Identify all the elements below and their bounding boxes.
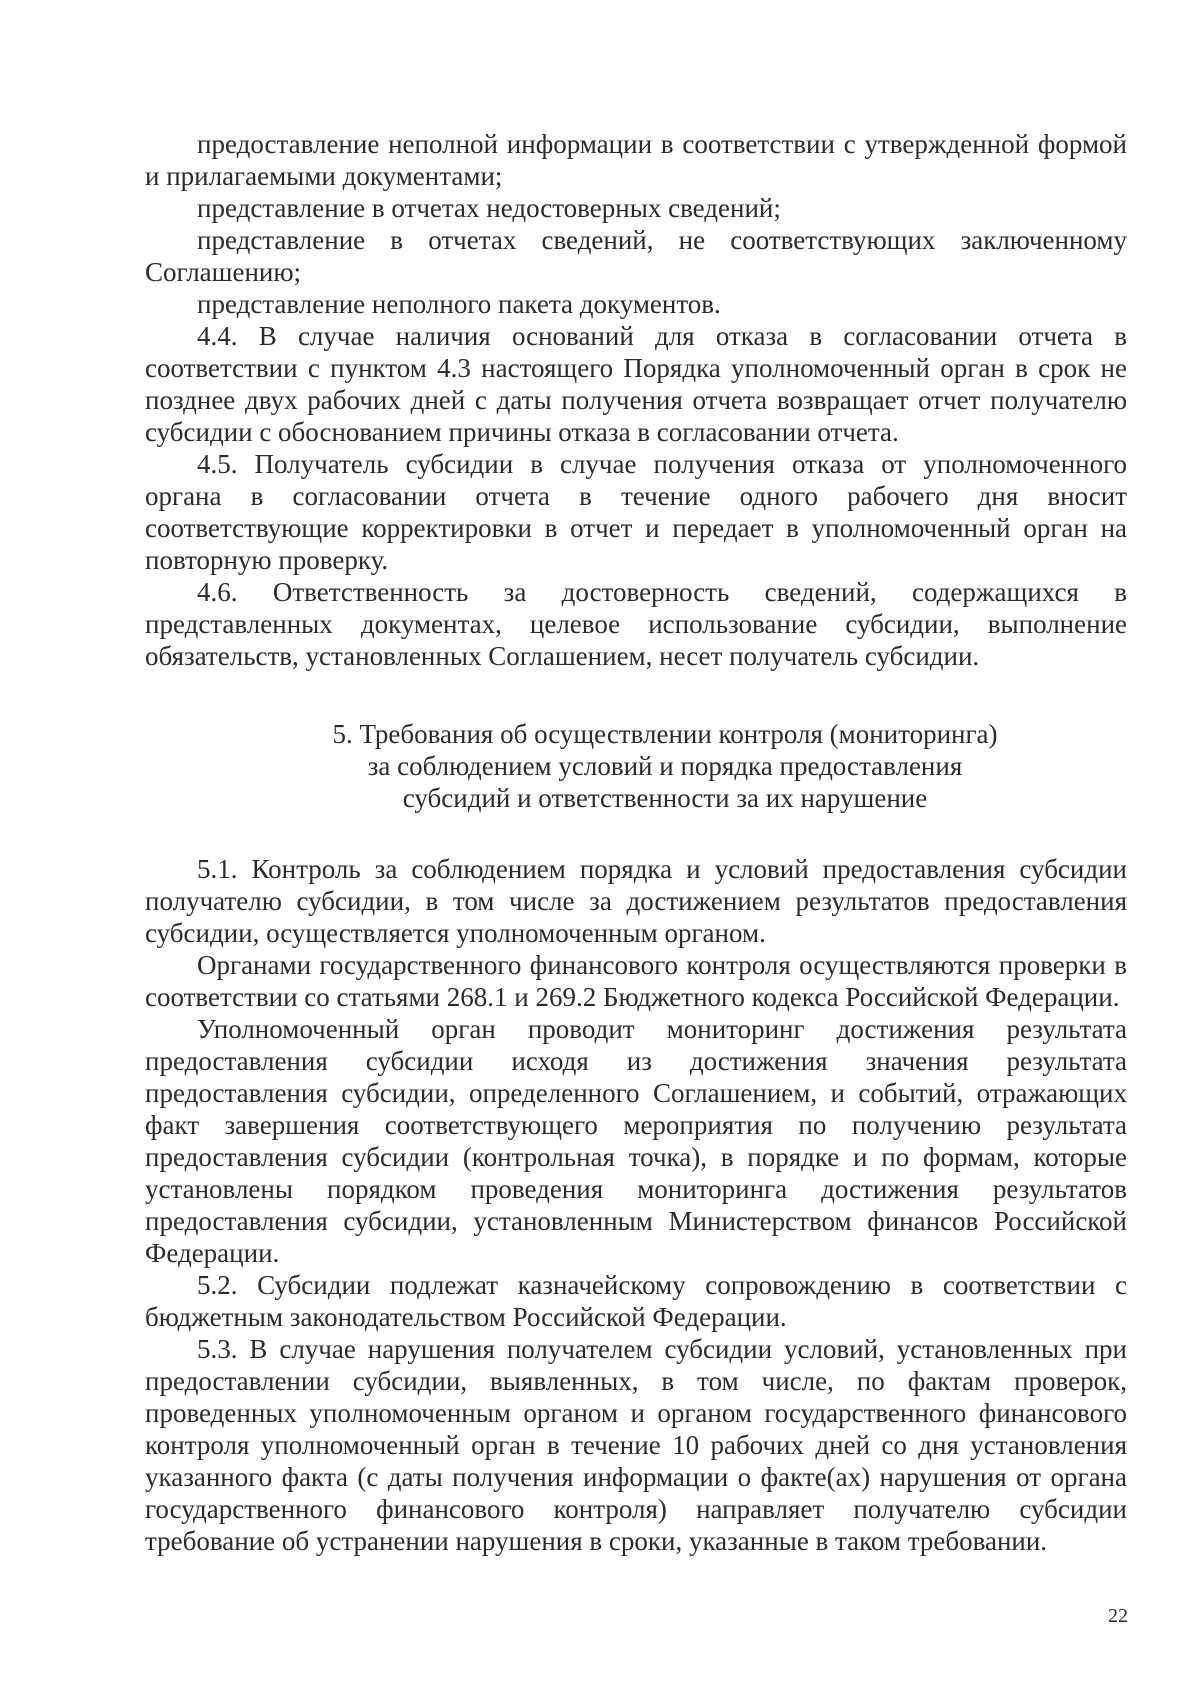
paragraph: представление в отчетах сведений, не соответствующих заключенному Соглашению; — [145, 225, 1127, 287]
paragraph: представление в отчетах недостоверных сведений; — [197, 193, 781, 223]
paragraph-4-5: 4.5. Получатель субсидии в случае получения отказа от уполномоченного органа в согласовании отчета в течение одного рабочего дня вносит соответствующие корректировки в отчет и передает в уполномоченный орган на повторную проверку. — [145, 449, 1127, 575]
paragraph: Уполномоченный орган проводит мониторинг достижения результата предоставления субсидии исходя из достижения значения результата предоставления субсидии, определенного Соглашением, и событий, отражающих факт завершения соответствующего мероприятия по получению результата предоставления субсидии (контрольная точка), в порядке и по формам, которые установлены порядком проведения мониторинга достижения результатов предоставления субсидии, установленным Министерством финансов Российской Федерации. — [145, 1014, 1127, 1268]
heading-line: за соблюдением условий и порядка предоставления — [367, 751, 963, 781]
heading-line: 5. Требования об осуществлении контроля (мониторинга) — [332, 719, 998, 749]
paragraph: представление неполного пакета документов. — [197, 289, 721, 319]
page-number: 22 — [1108, 1605, 1128, 1627]
paragraph-4-6: 4.6. Ответственность за достоверность сведений, содержащихся в представленных документах, целевое использование субсидии, выполнение обязательств, установленных Соглашением, несет получатель субсидии. — [145, 577, 1127, 671]
section-4-text — [145, 128, 1127, 672]
heading-line: субсидий и ответственности за их нарушение — [402, 783, 928, 813]
section-5-heading — [300, 718, 1030, 814]
paragraph-4-4: 4.4. В случае наличия оснований для отказа в согласовании отчета в соответствии с пунктом 4.3 настоящего Порядка уполномоченный орган в срок не позднее двух рабочих дней с даты получения отчета возвращает отчет получателю субсидии с обоснованием причины отказа в согласовании отчета. — [145, 321, 1127, 447]
section-5-text — [145, 853, 1127, 1557]
paragraph: Органами государственного финансового контроля осуществляются проверки в соответствии со статьями 268.1 и 269.2 Бюджетного кодекса Российской Федерации. — [145, 950, 1127, 1012]
paragraph-5-1: 5.1. Контроль за соблюдением порядка и условий предоставления субсидии получателю субсидии, в том числе за достижением результатов предоставления субсидии, осуществляется уполномоченным органом. — [145, 854, 1127, 948]
paragraph-5-2: 5.2. Субсидии подлежат казначейскому сопровождению в соответствии с бюджетным законодательством Российской Федерации. — [145, 1270, 1127, 1332]
paragraph-5-3: 5.3. В случае нарушения получателем субсидии условий, установленных при предоставлении субсидии, выявленных, в том числе, по фактам проверок, проведенных уполномоченным органом и органом государственного финансового контроля уполномоченный орган в течение 10 рабочих дней со дня установления указанного факта (с даты получения информации о факте(ах) нарушения от органа государственного финансового контроля) направляет получателю субсидии требование об устранении нарушения в сроки, указанные в таком требовании. — [145, 1334, 1127, 1556]
paragraph: предоставление неполной информации в соответствии с утвержденной формой и прилагаемыми документами; — [145, 129, 1127, 191]
